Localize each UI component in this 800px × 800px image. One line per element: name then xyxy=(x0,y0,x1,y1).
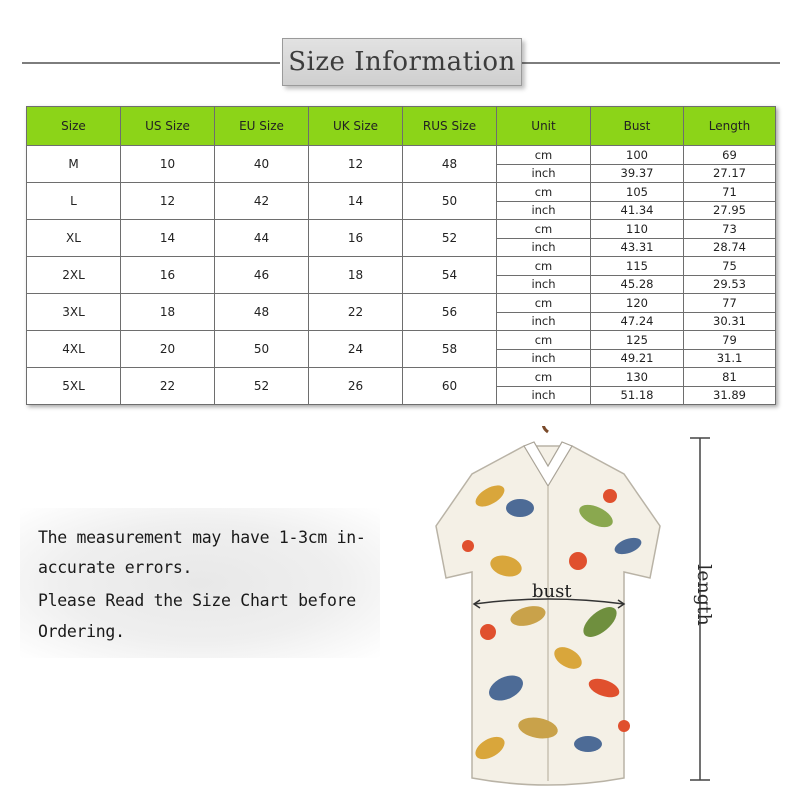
us-size-cell: 18 xyxy=(121,294,215,331)
uk-size-cell: 14 xyxy=(309,183,403,220)
measurement-note xyxy=(20,508,380,658)
table-header-row xyxy=(27,107,776,146)
bust-cell: 115 xyxy=(591,257,684,276)
length-cell: 71 xyxy=(684,183,776,202)
size-cell: 5XL xyxy=(27,368,121,405)
unit-cell: inch xyxy=(497,275,591,294)
unit-cell: inch xyxy=(497,312,591,331)
rus-size-cell: 54 xyxy=(403,257,497,294)
size-cell: M xyxy=(27,146,121,183)
column-header: RUS Size xyxy=(403,107,497,146)
table-body xyxy=(27,146,776,405)
size-table xyxy=(26,106,776,405)
note-line: Ordering. xyxy=(38,622,125,641)
length-cell: 77 xyxy=(684,294,776,313)
uk-size-cell: 12 xyxy=(309,146,403,183)
uk-size-cell: 24 xyxy=(309,331,403,368)
uk-size-cell: 16 xyxy=(309,220,403,257)
size-cell: 3XL xyxy=(27,294,121,331)
unit-cell: cm xyxy=(497,220,591,239)
bust-cell: 45.28 xyxy=(591,275,684,294)
uk-size-cell: 18 xyxy=(309,257,403,294)
note-line: The measurement may have 1-3cm in- xyxy=(38,528,366,547)
length-cell: 27.17 xyxy=(684,164,776,183)
length-cell: 30.31 xyxy=(684,312,776,331)
title-box xyxy=(282,38,522,86)
rus-size-cell: 48 xyxy=(403,146,497,183)
us-size-cell: 20 xyxy=(121,331,215,368)
shirt-image xyxy=(428,426,668,796)
bust-cell: 49.21 xyxy=(591,349,684,368)
eu-size-cell: 50 xyxy=(215,331,309,368)
length-cell: 69 xyxy=(684,146,776,165)
note-line: Please Read the Size Chart before xyxy=(38,591,356,610)
eu-size-cell: 48 xyxy=(215,294,309,331)
bust-cell: 39.37 xyxy=(591,164,684,183)
column-header: EU Size xyxy=(215,107,309,146)
unit-cell: cm xyxy=(497,331,591,350)
us-size-cell: 12 xyxy=(121,183,215,220)
rus-size-cell: 60 xyxy=(403,368,497,405)
column-header: Size xyxy=(27,107,121,146)
table-row xyxy=(27,331,776,350)
rus-size-cell: 56 xyxy=(403,294,497,331)
unit-cell: cm xyxy=(497,183,591,202)
bust-cell: 51.18 xyxy=(591,386,684,405)
length-label: length xyxy=(693,564,715,626)
length-cell: 27.95 xyxy=(684,201,776,220)
unit-cell: cm xyxy=(497,294,591,313)
table-row xyxy=(27,368,776,387)
table-row xyxy=(27,294,776,313)
column-header: Length xyxy=(684,107,776,146)
eu-size-cell: 46 xyxy=(215,257,309,294)
bust-cell: 41.34 xyxy=(591,201,684,220)
unit-cell: inch xyxy=(497,349,591,368)
bust-label: bust xyxy=(532,581,572,602)
size-cell: XL xyxy=(27,220,121,257)
unit-cell: cm xyxy=(497,368,591,387)
rus-size-cell: 58 xyxy=(403,331,497,368)
size-cell: 2XL xyxy=(27,257,121,294)
eu-size-cell: 40 xyxy=(215,146,309,183)
size-cell: L xyxy=(27,183,121,220)
header-rule-right xyxy=(522,62,780,64)
bust-cell: 120 xyxy=(591,294,684,313)
eu-size-cell: 42 xyxy=(215,183,309,220)
length-label-wrap xyxy=(684,520,724,670)
column-header: UK Size xyxy=(309,107,403,146)
table-row xyxy=(27,183,776,202)
rus-size-cell: 50 xyxy=(403,183,497,220)
unit-cell: inch xyxy=(497,386,591,405)
us-size-cell: 16 xyxy=(121,257,215,294)
page-title: Size Information xyxy=(288,47,516,77)
length-cell: 31.89 xyxy=(684,386,776,405)
bust-cell: 110 xyxy=(591,220,684,239)
hanger-hook xyxy=(543,426,548,432)
size-cell: 4XL xyxy=(27,331,121,368)
uk-size-cell: 22 xyxy=(309,294,403,331)
unit-cell: cm xyxy=(497,146,591,165)
uk-size-cell: 26 xyxy=(309,368,403,405)
unit-cell: inch xyxy=(497,201,591,220)
table-row xyxy=(27,220,776,239)
length-cell: 31.1 xyxy=(684,349,776,368)
us-size-cell: 14 xyxy=(121,220,215,257)
length-cell: 79 xyxy=(684,331,776,350)
length-cell: 28.74 xyxy=(684,238,776,257)
eu-size-cell: 44 xyxy=(215,220,309,257)
length-cell: 29.53 xyxy=(684,275,776,294)
shirt-illustration xyxy=(428,426,668,796)
rus-size-cell: 52 xyxy=(403,220,497,257)
length-cell: 73 xyxy=(684,220,776,239)
note-line: accurate errors. xyxy=(38,558,193,577)
column-header: Unit xyxy=(497,107,591,146)
bust-cell: 43.31 xyxy=(591,238,684,257)
bust-cell: 100 xyxy=(591,146,684,165)
unit-cell: cm xyxy=(497,257,591,276)
us-size-cell: 22 xyxy=(121,368,215,405)
unit-cell: inch xyxy=(497,238,591,257)
unit-cell: inch xyxy=(497,164,591,183)
eu-size-cell: 52 xyxy=(215,368,309,405)
table-row xyxy=(27,146,776,165)
bust-cell: 130 xyxy=(591,368,684,387)
length-cell: 81 xyxy=(684,368,776,387)
column-header: Bust xyxy=(591,107,684,146)
length-cell: 75 xyxy=(684,257,776,276)
column-header: US Size xyxy=(121,107,215,146)
us-size-cell: 10 xyxy=(121,146,215,183)
bust-cell: 105 xyxy=(591,183,684,202)
header-rule-left xyxy=(22,62,280,64)
table-row xyxy=(27,257,776,276)
bust-cell: 47.24 xyxy=(591,312,684,331)
bust-cell: 125 xyxy=(591,331,684,350)
